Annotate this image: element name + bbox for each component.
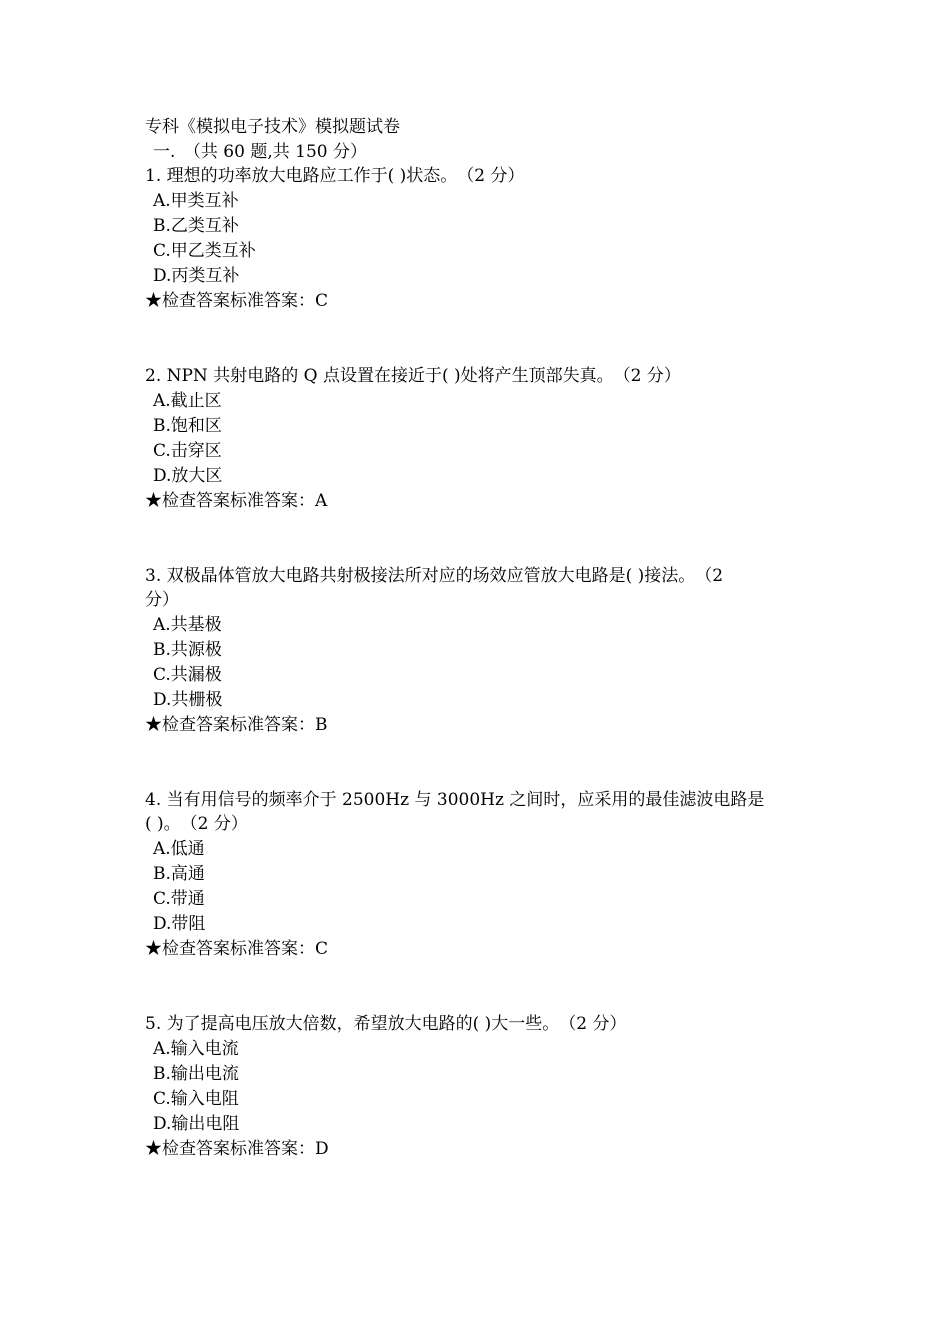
answer-label: ★检查答案标准答案： xyxy=(145,491,315,511)
option-a: A.低通 xyxy=(153,839,205,859)
option-c: C.甲乙类互补 xyxy=(153,241,256,261)
answer-line xyxy=(145,937,328,962)
question-stem-line1: 4. 当有用信号的频率介于 2500Hz 与 3000Hz 之间时，应采用的最佳滤波电路是 xyxy=(145,790,765,810)
answer-label: ★检查答案标准答案： xyxy=(145,1139,315,1159)
option-c: C.带通 xyxy=(153,889,205,909)
option-a: A.共基极 xyxy=(153,615,222,635)
answer-label: ★检查答案标准答案： xyxy=(145,715,315,735)
option-d: D.输出电阻 xyxy=(153,1114,240,1134)
question-stem: 1. 理想的功率放大电路应工作于( )状态。 （2 分） xyxy=(145,166,525,186)
answer-value: B xyxy=(315,715,328,735)
option-b: B.饱和区 xyxy=(153,416,222,436)
section-heading: 一. （共 60 题,共 150 分） xyxy=(153,142,368,162)
answer-line xyxy=(145,489,327,514)
option-c: C.共漏极 xyxy=(153,665,222,685)
answer-value: C xyxy=(315,939,329,959)
option-c: C.输入电阻 xyxy=(153,1089,239,1109)
answer-line xyxy=(145,289,328,314)
question-stem-line1: 3. 双极晶体管放大电路共射极接法所对应的场效应管放大电路是( )接法。 （2 xyxy=(145,566,724,586)
question-stem: 2. NPN 共射电路的 Q 点设置在接近于( )处将产生顶部失真。 （2 分） xyxy=(145,366,681,386)
option-b: B.乙类互补 xyxy=(153,216,239,236)
answer-label: ★检查答案标准答案： xyxy=(145,291,315,311)
question-stem-line2: 分） xyxy=(145,590,179,610)
question-stem-line2: ( )。 （2 分） xyxy=(145,814,248,834)
option-b: B.高通 xyxy=(153,864,205,884)
answer-value: C xyxy=(315,291,329,311)
answer-line xyxy=(145,713,328,738)
option-d: D.丙类互补 xyxy=(153,266,240,286)
option-b: B.输出电流 xyxy=(153,1064,239,1084)
option-b: B.共源极 xyxy=(153,640,222,660)
answer-value: A xyxy=(315,491,328,511)
option-a: A.输入电流 xyxy=(153,1039,239,1059)
option-a: A.截止区 xyxy=(153,391,222,411)
option-d: D.共栅极 xyxy=(153,690,223,710)
option-c: C.击穿区 xyxy=(153,441,222,461)
answer-label: ★检查答案标准答案： xyxy=(145,939,315,959)
document-title: 专科《模拟电子技术》模拟题试卷 xyxy=(145,117,400,137)
answer-value: D xyxy=(315,1139,329,1159)
question-stem: 5. 为了提高电压放大倍数，希望放大电路的( )大一些。 （2 分） xyxy=(145,1014,627,1034)
option-a: A.甲类互补 xyxy=(153,191,239,211)
option-d: D.带阻 xyxy=(153,914,206,934)
option-d: D.放大区 xyxy=(153,466,223,486)
answer-line xyxy=(145,1137,329,1162)
